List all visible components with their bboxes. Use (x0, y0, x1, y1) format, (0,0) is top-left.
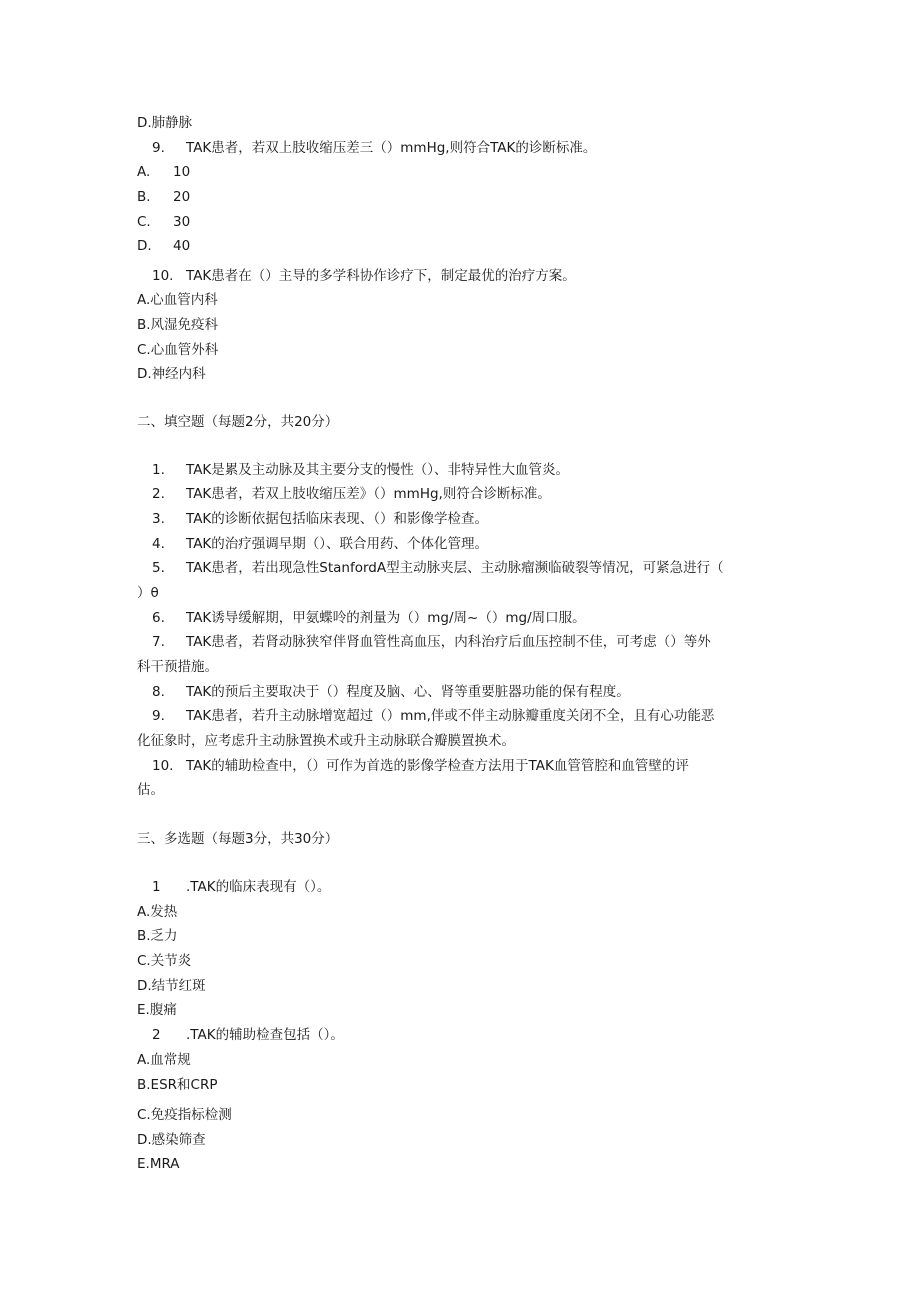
question-text: TAK患者在（）主导的多学科协作诊疗下，制定最优的治疗方案。 (186, 268, 576, 284)
multi-question-1: 1 .TAK的临床表现有（）。 (152, 879, 331, 895)
fill-item: 6. TAK诱导缓解期，甲氨蝶呤的剂量为（）mg/周~（）mg/周口服。 (152, 610, 586, 626)
option-b: B.乏力 (137, 928, 178, 944)
option-d: D.感染筛查 (137, 1132, 206, 1148)
section-heading-multi: 三、多选题（每题3分，共30分） (137, 831, 339, 847)
fill-item: 2. TAK患者，若双上肢收缩压差》（）mmHg,则符合诊断标准。 (152, 486, 551, 502)
fill-item-continuation: 化征象时，应考虑升主动脉置换术或升主动脉联合瓣膜置换术。 (137, 733, 515, 749)
question-number: 9. (152, 140, 165, 156)
fill-item: 9. TAK患者，若升主动脉增宽超过（）mm,伴或不伴主动脉瓣重度关闭不全，且有心功能恶 (152, 708, 715, 724)
question-9 (152, 138, 596, 158)
question-text: TAK患者，若双上肢收缩压差三（）mmHg,则符合TAK的诊断标准。 (186, 140, 597, 156)
fill-item: 7. TAK患者，若肾动脉狭窄伴肾血管性高血压，内科治疗后血压控制不佳，可考虑（）等外 (152, 634, 711, 650)
option-c: C.关节炎 (137, 953, 192, 969)
option-b: B.风湿免疫科 (137, 317, 219, 333)
question-10 (152, 266, 576, 286)
fill-item-continuation: 估。 (137, 782, 164, 798)
fill-item-continuation: 科干预措施。 (137, 659, 218, 675)
option-d: D. 40 (137, 238, 191, 254)
option-b: B.ESR和CRP (137, 1077, 218, 1093)
fill-item: 1. TAK是累及主动脉及其主要分支的慢性（）、非特异性大血管炎。 (152, 462, 570, 478)
option-e: E.腹痛 (137, 1002, 177, 1018)
option-a: A.发热 (137, 904, 178, 920)
option-e: E.MRA (137, 1156, 180, 1172)
question-number: 10. (152, 268, 174, 284)
option-d: D.结节红斑 (137, 978, 206, 994)
fill-item: 10. TAK的辅助检查中，（）可作为首选的影像学检查方法用于TAK血管管腔和血管壁的评 (152, 758, 689, 774)
option-c: C. 30 (137, 214, 191, 230)
prev-question-option-d: D.肺静脉 (137, 115, 193, 131)
option-d: D.神经内科 (137, 366, 206, 382)
option-a: A.血常规 (137, 1052, 191, 1068)
fill-item: 5. TAK患者，若出现急性StanfordA型主动脉夹层、主动脉瘤濒临破裂等情况，可紧急进行（ (152, 560, 724, 576)
option-a: A.心血管内科 (137, 292, 218, 308)
section-heading-fill: 二、填空题（每题2分，共20分） (137, 414, 339, 430)
fill-item: 4. TAK的治疗强调早期（）、联合用药、个体化管理。 (152, 536, 489, 552)
option-c: C.免疫指标检测 (137, 1107, 232, 1123)
fill-item: 8. TAK的预后主要取决于（）程度及脑、心、肾等重要脏器功能的保有程度。 (152, 684, 630, 700)
option-a: A. 10 (137, 164, 191, 180)
fill-item: 3. TAK的诊断依据包括临床表现、（）和影像学检查。 (152, 511, 489, 527)
option-c: C.心血管外科 (137, 342, 219, 358)
option-b: B. 20 (137, 189, 191, 205)
multi-question-2: 2 .TAK的辅助检查包括（）。 (152, 1027, 344, 1043)
fill-item-continuation: ）θ (137, 585, 159, 601)
